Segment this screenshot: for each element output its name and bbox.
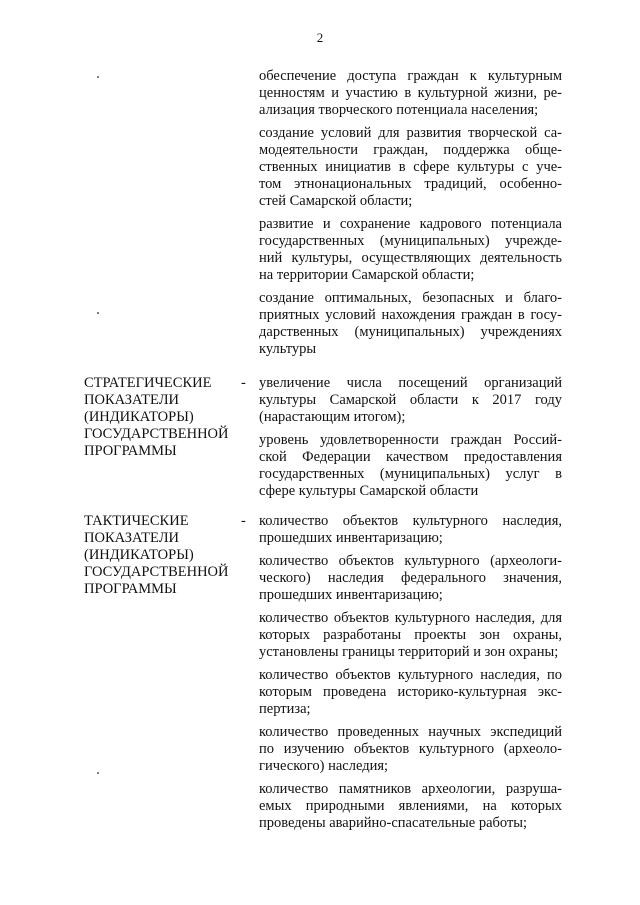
paragraph [259, 610, 562, 661]
text-line: установлены границы территорий и зон охраны; [259, 644, 559, 660]
paragraph [259, 375, 562, 426]
text-line: (нарастающим итогом); [259, 409, 406, 425]
scan-speck [97, 312, 99, 314]
text-line: том этнонациональных традиций, особенно- [259, 176, 562, 192]
paragraph [259, 724, 562, 775]
paragraph [259, 553, 562, 604]
paragraph [259, 68, 562, 119]
text-line: культуры [259, 341, 317, 357]
text-line: которых разработаны проекты зон охраны, [259, 627, 562, 643]
text-line: ческого) наследия федерального значения, [259, 570, 562, 586]
scan-speck [97, 76, 99, 78]
text-line: стей Самарской области; [259, 193, 413, 209]
text-line: прошедших инвентаризацию; [259, 587, 443, 603]
text-line: модеятельности граждан, поддержка обще- [259, 142, 562, 158]
text-line: количество проведенных научных экспедиций [259, 724, 562, 740]
label-line: ПОКАЗАТЕЛИ [84, 530, 180, 546]
text-line: на территории Самарской области; [259, 267, 475, 283]
page-number: 2 [316, 30, 324, 45]
label-line: ГОСУДАРСТВЕННОЙ [84, 426, 229, 442]
label-line: ТАКТИЧЕСКИЕ [84, 513, 189, 529]
text-line: гического) наследия; [259, 758, 389, 774]
tactical-indicators-text [259, 513, 562, 838]
text-line: количество объектов культурного наследия, [259, 513, 562, 529]
text-line: создание условий для развития творческой са- [259, 125, 562, 141]
text-line: количество памятников археологии, разруша- [259, 781, 562, 797]
text-line: увеличение числа посещений организаций [259, 375, 562, 391]
paragraph [259, 781, 562, 832]
label-line: ГОСУДАРСТВЕННОЙ [84, 564, 229, 580]
text-line: ализация творческого потенциала населения; [259, 102, 539, 118]
label-line: СТРАТЕГИЧЕСКИЕ [84, 375, 212, 391]
text-line: ской Федерации качеством предоставления [259, 449, 562, 465]
paragraph [259, 667, 562, 718]
text-line: количество объектов культурного (археологи- [259, 553, 562, 569]
text-line: которым проведена историко-культурная экс- [259, 684, 562, 700]
paragraph [259, 432, 562, 500]
text-line: проведены аварийно-спасательные работы; [259, 815, 528, 831]
text-line: по изучению объектов культурного (археоло- [259, 741, 562, 757]
text-line: дарственных (муниципальных) учреждениях [259, 324, 562, 340]
text-line: государственных (муниципальных) услуг в [259, 466, 562, 482]
text-line: развитие и сохранение кадрового потенциала [259, 216, 562, 232]
text-line: прошедших инвентаризацию; [259, 530, 443, 546]
label-line: ПОКАЗАТЕЛИ [84, 392, 180, 408]
section-dash: - [241, 513, 246, 529]
text-line: культуры Самарской области к 2017 году [259, 392, 562, 408]
section-dash: - [241, 375, 246, 391]
text-line: пертиза; [259, 701, 311, 717]
strategic-indicators-label [84, 375, 252, 460]
text-line: ний культуры, осуществляющих деятельность [259, 250, 562, 266]
label-line: ПРОГРАММЫ [84, 443, 177, 459]
scan-speck [97, 772, 99, 774]
paragraph [259, 216, 562, 284]
paragraph [259, 290, 562, 358]
paragraph [259, 125, 562, 210]
strategic-indicators-text [259, 375, 562, 506]
text-line: приятных условий нахождения граждан в госу- [259, 307, 562, 323]
label-line: (ИНДИКАТОРЫ) [84, 547, 194, 563]
tactical-indicators-label [84, 513, 252, 598]
text-line: количество объектов культурного наследия, для [259, 610, 562, 626]
text-line: государственных (муниципальных) учрежде- [259, 233, 562, 249]
text-line: количество объектов культурного наследия, по [259, 667, 562, 683]
text-line: создание оптимальных, безопасных и благо- [259, 290, 562, 306]
text-line: ственных инициатив в сфере культуры с уче- [259, 159, 562, 175]
text-line: уровень удовлетворенности граждан Россий- [259, 432, 562, 448]
paragraph [259, 513, 562, 547]
text-line: обеспечение доступа граждан к культурным [259, 68, 562, 84]
text-line: емых природными явлениями, на которых [259, 798, 562, 814]
continuation-text [259, 68, 562, 364]
label-line: ПРОГРАММЫ [84, 581, 177, 597]
text-line: сфере культуры Самарской области [259, 483, 479, 499]
text-line: ценностям и участию в культурной жизни, ре- [259, 85, 562, 101]
label-line: (ИНДИКАТОРЫ) [84, 409, 194, 425]
